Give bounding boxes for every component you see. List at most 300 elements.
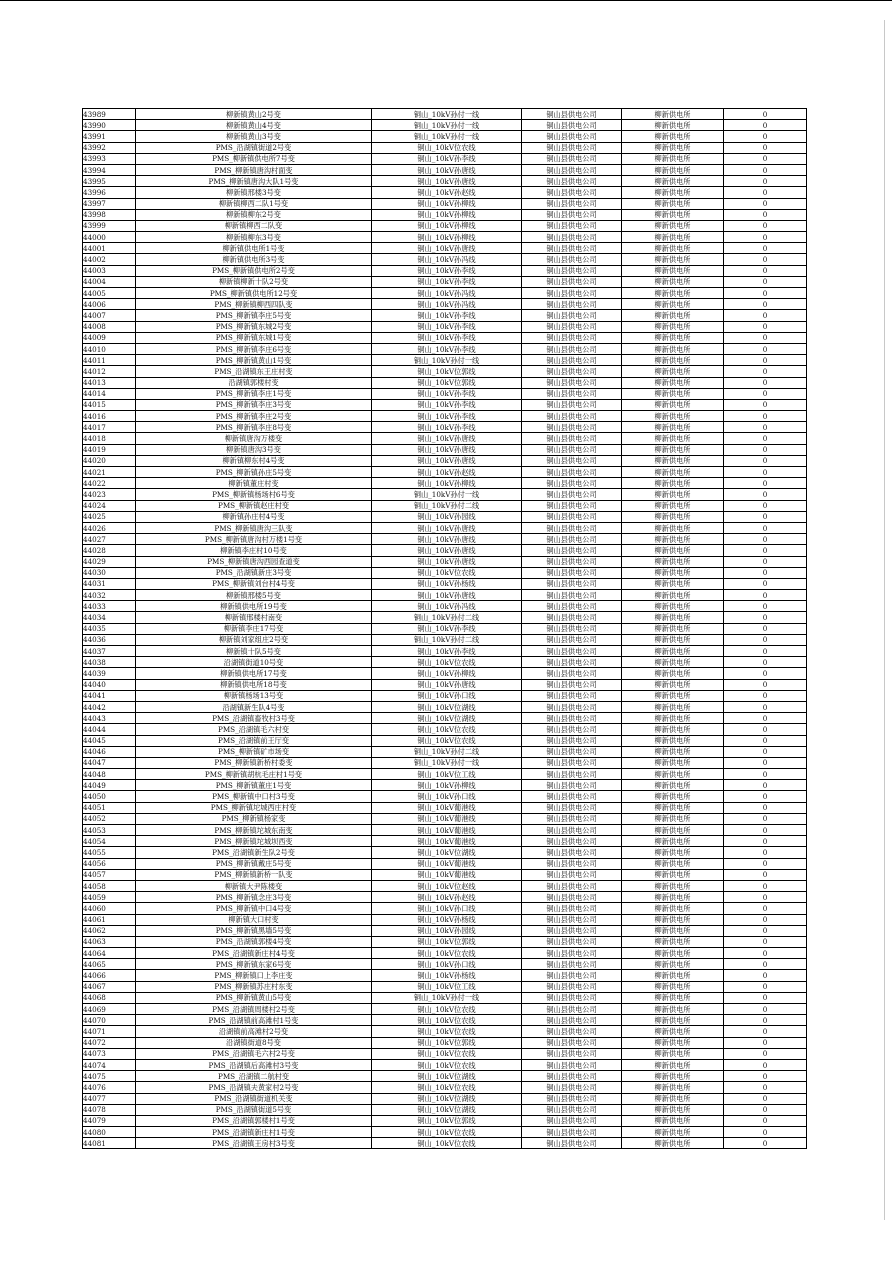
row-id-cell: 44003 [83, 265, 136, 276]
value-cell: 0 [724, 880, 807, 891]
company-cell: 铜山县供电公司 [522, 623, 622, 634]
station-cell: 柳新供电所 [622, 668, 724, 679]
row-id-cell: 43989 [83, 109, 136, 120]
value-cell: 0 [724, 467, 807, 478]
value-cell: 0 [724, 1082, 807, 1093]
row-id-cell: 44074 [83, 1059, 136, 1070]
value-cell: 0 [724, 1048, 807, 1059]
table-row [83, 310, 807, 321]
value-cell: 0 [724, 187, 807, 198]
row-id-cell: 44017 [83, 422, 136, 433]
row-id-cell: 43990 [83, 120, 136, 131]
station-cell: 柳新供电所 [622, 556, 724, 567]
feeder-line-cell: 铜山_10kV孙柳线 [372, 478, 522, 489]
table-row [83, 948, 807, 959]
top-rule [0, 0, 892, 1]
company-cell: 铜山县供电公司 [522, 657, 622, 668]
company-cell: 铜山县供电公司 [522, 780, 622, 791]
feeder-line-cell: 铜山_10kV孙口线 [372, 690, 522, 701]
transformer-name-cell: PMS_沿湖镇东王庄村变 [136, 366, 372, 377]
company-cell: 铜山县供电公司 [522, 1071, 622, 1082]
station-cell: 柳新供电所 [622, 1082, 724, 1093]
feeder-line-cell: 铜山_10kV位农线 [372, 1127, 522, 1138]
value-cell: 0 [724, 925, 807, 936]
feeder-line-cell: 铜山_10kV位农线 [372, 724, 522, 735]
station-cell: 柳新供电所 [622, 601, 724, 612]
company-cell: 铜山县供电公司 [522, 1015, 622, 1026]
company-cell: 铜山县供电公司 [522, 1127, 622, 1138]
feeder-line-cell: 铜山_10kV孙柳线 [372, 668, 522, 679]
table-row [83, 366, 807, 377]
table-row [83, 590, 807, 601]
company-cell: 铜山县供电公司 [522, 769, 622, 780]
company-cell: 铜山县供电公司 [522, 746, 622, 757]
row-id-cell: 44064 [83, 948, 136, 959]
transformer-name-cell: 沿湖镇街道10号变 [136, 657, 372, 668]
station-cell: 柳新供电所 [622, 343, 724, 354]
feeder-line-cell: 铜山_10kV位郭线 [372, 936, 522, 947]
station-cell: 柳新供电所 [622, 1093, 724, 1104]
transformer-name-cell: PMS_柳新镇李庄3号变 [136, 399, 372, 410]
value-cell: 0 [724, 813, 807, 824]
row-id-cell: 44061 [83, 914, 136, 925]
value-cell: 0 [724, 735, 807, 746]
station-cell: 柳新供电所 [622, 869, 724, 880]
table-row [83, 936, 807, 947]
row-id-cell: 43995 [83, 176, 136, 187]
value-cell: 0 [724, 276, 807, 287]
value-cell: 0 [724, 321, 807, 332]
station-cell: 柳新供电所 [622, 534, 724, 545]
transformer-name-cell: PMS_沿湖镇郭楼4号变 [136, 936, 372, 947]
row-id-cell: 44069 [83, 1004, 136, 1015]
transformer-name-cell: 柳新镇李庄村10号变 [136, 545, 372, 556]
table-row [83, 243, 807, 254]
row-id-cell: 44042 [83, 701, 136, 712]
company-cell: 铜山县供电公司 [522, 377, 622, 388]
transformer-name-cell: PMS_沿湖镇街道2号变 [136, 142, 372, 153]
feeder-line-cell: 铜山_10kV孙李线 [372, 646, 522, 657]
company-cell: 铜山县供电公司 [522, 366, 622, 377]
transformer-name-cell: PMS_沿湖镇毛六村变 [136, 724, 372, 735]
row-id-cell: 44018 [83, 433, 136, 444]
station-cell: 柳新供电所 [622, 176, 724, 187]
value-cell: 0 [724, 377, 807, 388]
station-cell: 柳新供电所 [622, 903, 724, 914]
feeder-line-cell: 铜山_10kV位农线 [372, 1015, 522, 1026]
table-row [83, 276, 807, 287]
transformer-name-cell: PMS_柳新镇苏庄村东变 [136, 981, 372, 992]
transformer-name-cell: PMS_柳新镇坨城东南变 [136, 825, 372, 836]
station-cell: 柳新供电所 [622, 757, 724, 768]
table-row [83, 825, 807, 836]
row-id-cell: 44057 [83, 869, 136, 880]
company-cell: 铜山县供电公司 [522, 612, 622, 623]
transformer-name-cell: PMS_沿湖镇后高滩村3号变 [136, 1059, 372, 1070]
transformer-name-cell: PMS_柳新镇中口4号变 [136, 903, 372, 914]
row-id-cell: 44068 [83, 992, 136, 1003]
feeder-line-cell: 铜山_10kV孙付一线 [372, 489, 522, 500]
table-row [83, 1093, 807, 1104]
transformer-name-cell: PMS_柳新镇东家6号变 [136, 959, 372, 970]
row-id-cell: 44081 [83, 1138, 136, 1149]
transformer-table [82, 108, 807, 1149]
transformer-name-cell: PMS_沿湖镇街道机关变 [136, 1093, 372, 1104]
row-id-cell: 44008 [83, 321, 136, 332]
feeder-line-cell: 铜山_10kV位湖线 [372, 1071, 522, 1082]
transformer-name-cell: PMS_柳新镇口上李庄变 [136, 970, 372, 981]
station-cell: 柳新供电所 [622, 746, 724, 757]
company-cell: 铜山县供电公司 [522, 142, 622, 153]
transformer-name-cell: 柳新镇邢楼5号变 [136, 590, 372, 601]
transformer-name-cell: PMS_沿湖镇新生队2号变 [136, 847, 372, 858]
transformer-name-cell: PMS_柳新镇李庄1号变 [136, 388, 372, 399]
station-cell: 柳新供电所 [622, 892, 724, 903]
feeder-line-cell: 铜山_10kV孙付一线 [372, 131, 522, 142]
station-cell: 柳新供电所 [622, 646, 724, 657]
value-cell: 0 [724, 959, 807, 970]
station-cell: 柳新供电所 [622, 970, 724, 981]
company-cell: 铜山县供电公司 [522, 690, 622, 701]
value-cell: 0 [724, 634, 807, 645]
transformer-name-cell: PMS_柳新镇中口村3号变 [136, 791, 372, 802]
company-cell: 铜山县供电公司 [522, 220, 622, 231]
company-cell: 铜山县供电公司 [522, 556, 622, 567]
feeder-line-cell: 铜山_10kV位农线 [372, 948, 522, 959]
table-row [83, 511, 807, 522]
company-cell: 铜山县供电公司 [522, 791, 622, 802]
transformer-name-cell: PMS_沿湖镇毛六村2号变 [136, 1048, 372, 1059]
transformer-name-cell: PMS_柳新镇李庄8号变 [136, 422, 372, 433]
row-id-cell: 44022 [83, 478, 136, 489]
table-row [83, 1104, 807, 1115]
company-cell: 铜山县供电公司 [522, 243, 622, 254]
station-cell: 柳新供电所 [622, 623, 724, 634]
value-cell: 0 [724, 567, 807, 578]
value-cell: 0 [724, 310, 807, 321]
station-cell: 柳新供电所 [622, 959, 724, 970]
company-cell: 铜山县供电公司 [522, 1093, 622, 1104]
transformer-name-cell: 柳新镇杨场13号变 [136, 690, 372, 701]
value-cell: 0 [724, 903, 807, 914]
station-cell: 柳新供电所 [622, 209, 724, 220]
feeder-line-cell: 铜山_10kV位农线 [372, 1082, 522, 1093]
transformer-name-cell: PMS_沿湖镇夫黄家村2号变 [136, 1082, 372, 1093]
company-cell: 铜山县供电公司 [522, 936, 622, 947]
feeder-line-cell: 铜山_10kV孙唐线 [372, 679, 522, 690]
company-cell: 铜山县供电公司 [522, 1026, 622, 1037]
table-row [83, 880, 807, 891]
station-cell: 柳新供电所 [622, 254, 724, 265]
transformer-name-cell: 柳新镇唐沟万楼变 [136, 433, 372, 444]
station-cell: 柳新供电所 [622, 769, 724, 780]
row-id-cell: 44080 [83, 1127, 136, 1138]
table-row [83, 634, 807, 645]
feeder-line-cell: 铜山_10kV孙杨线 [372, 970, 522, 981]
value-cell: 0 [724, 1138, 807, 1149]
company-cell: 铜山县供电公司 [522, 164, 622, 175]
transformer-name-cell: PMS_柳新镇黄山1号变 [136, 355, 372, 366]
row-id-cell: 44013 [83, 377, 136, 388]
feeder-line-cell: 铜山_10kV孙唐线 [372, 590, 522, 601]
value-cell: 0 [724, 657, 807, 668]
row-id-cell: 44072 [83, 1037, 136, 1048]
value-cell: 0 [724, 265, 807, 276]
transformer-name-cell: PMS_沿湖镇前高滩村1号变 [136, 1015, 372, 1026]
table-row [83, 1115, 807, 1126]
row-id-cell: 44046 [83, 746, 136, 757]
table-row [83, 847, 807, 858]
company-cell: 铜山县供电公司 [522, 478, 622, 489]
company-cell: 铜山县供电公司 [522, 388, 622, 399]
value-cell: 0 [724, 399, 807, 410]
table-row [83, 1004, 807, 1015]
value-cell: 0 [724, 500, 807, 511]
feeder-line-cell: 铜山_10kV孙付一线 [372, 120, 522, 131]
value-cell: 0 [724, 1071, 807, 1082]
feeder-line-cell: 铜山_10kV孙柳线 [372, 209, 522, 220]
feeder-line-cell: 铜山_10kV位郭线 [372, 377, 522, 388]
value-cell: 0 [724, 757, 807, 768]
table-row [83, 578, 807, 589]
table-row [83, 657, 807, 668]
feeder-line-cell: 铜山_10kV孙李线 [372, 153, 522, 164]
transformer-name-cell: PMS_沿湖镇畜牧村3号变 [136, 713, 372, 724]
feeder-line-cell: 铜山_10kV孙冯线 [372, 288, 522, 299]
row-id-cell: 44058 [83, 880, 136, 891]
table-row [83, 321, 807, 332]
table-row [83, 254, 807, 265]
value-cell: 0 [724, 1004, 807, 1015]
table-row [83, 209, 807, 220]
company-cell: 铜山县供电公司 [522, 914, 622, 925]
row-id-cell: 43996 [83, 187, 136, 198]
company-cell: 铜山县供电公司 [522, 187, 622, 198]
station-cell: 柳新供电所 [622, 1037, 724, 1048]
feeder-line-cell: 铜山_10kV位农线 [372, 735, 522, 746]
station-cell: 柳新供电所 [622, 366, 724, 377]
feeder-line-cell: 铜山_10kV孙园线 [372, 511, 522, 522]
table-row [83, 422, 807, 433]
transformer-name-cell: 柳新镇唐沟3号变 [136, 444, 372, 455]
row-id-cell: 44063 [83, 936, 136, 947]
row-id-cell: 44078 [83, 1104, 136, 1115]
station-cell: 柳新供电所 [622, 634, 724, 645]
table-row [83, 746, 807, 757]
feeder-line-cell: 铜山_10kV位农线 [372, 567, 522, 578]
company-cell: 铜山县供电公司 [522, 422, 622, 433]
row-id-cell: 44054 [83, 836, 136, 847]
transformer-name-cell: PMS_柳新镇供电所7号变 [136, 153, 372, 164]
value-cell: 0 [724, 545, 807, 556]
feeder-line-cell: 铜山_10kV孙付一线 [372, 757, 522, 768]
table-row [83, 813, 807, 824]
value-cell: 0 [724, 209, 807, 220]
station-cell: 柳新供电所 [622, 612, 724, 623]
station-cell: 柳新供电所 [622, 735, 724, 746]
table-row [83, 769, 807, 780]
company-cell: 铜山县供电公司 [522, 948, 622, 959]
feeder-line-cell: 铜山_10kV孙李线 [372, 623, 522, 634]
station-cell: 柳新供电所 [622, 1115, 724, 1126]
company-cell: 铜山县供电公司 [522, 321, 622, 332]
company-cell: 铜山县供电公司 [522, 713, 622, 724]
transformer-name-cell: PMS_柳新镇戴庄5号变 [136, 858, 372, 869]
station-cell: 柳新供电所 [622, 500, 724, 511]
station-cell: 柳新供电所 [622, 1138, 724, 1149]
company-cell: 铜山县供电公司 [522, 276, 622, 287]
row-id-cell: 44079 [83, 1115, 136, 1126]
value-cell: 0 [724, 1037, 807, 1048]
feeder-line-cell: 铜山_10kV位农线 [372, 1004, 522, 1015]
value-cell: 0 [724, 948, 807, 959]
station-cell: 柳新供电所 [622, 936, 724, 947]
station-cell: 柳新供电所 [622, 164, 724, 175]
table-row [83, 556, 807, 567]
value-cell: 0 [724, 489, 807, 500]
transformer-name-cell: 沿湖镇前高滩村2号变 [136, 1026, 372, 1037]
station-cell: 柳新供电所 [622, 422, 724, 433]
row-id-cell: 44019 [83, 444, 136, 455]
transformer-name-cell: PMS_柳新镇东城2号变 [136, 321, 372, 332]
table-row [83, 377, 807, 388]
company-cell: 铜山县供电公司 [522, 489, 622, 500]
table-row [83, 836, 807, 847]
company-cell: 铜山县供电公司 [522, 522, 622, 533]
company-cell: 铜山县供电公司 [522, 567, 622, 578]
company-cell: 铜山县供电公司 [522, 198, 622, 209]
transformer-name-cell: PMS_沿湖镇郭楼村1号变 [136, 1115, 372, 1126]
company-cell: 铜山县供电公司 [522, 444, 622, 455]
value-cell: 0 [724, 590, 807, 601]
company-cell: 铜山县供电公司 [522, 981, 622, 992]
transformer-name-cell: 柳新镇黄山2号变 [136, 109, 372, 120]
row-id-cell: 44005 [83, 288, 136, 299]
transformer-name-cell: PMS_柳新镇新桥村委变 [136, 757, 372, 768]
station-cell: 柳新供电所 [622, 724, 724, 735]
transformer-name-cell: 柳新镇供电所18号变 [136, 679, 372, 690]
station-cell: 柳新供电所 [622, 992, 724, 1003]
company-cell: 铜山县供电公司 [522, 825, 622, 836]
station-cell: 柳新供电所 [622, 701, 724, 712]
row-id-cell: 44009 [83, 332, 136, 343]
transformer-name-cell: 柳新镇柳东2号变 [136, 209, 372, 220]
row-id-cell: 44032 [83, 590, 136, 601]
transformer-name-cell: PMS_沿湖镇前王厅变 [136, 735, 372, 746]
row-id-cell: 44016 [83, 411, 136, 422]
value-cell: 0 [724, 478, 807, 489]
station-cell: 柳新供电所 [622, 925, 724, 936]
feeder-line-cell: 铜山_10kV孙口线 [372, 791, 522, 802]
station-cell: 柳新供电所 [622, 1048, 724, 1059]
feeder-line-cell: 铜山_10kV葡港线 [372, 869, 522, 880]
row-id-cell: 44012 [83, 366, 136, 377]
table-row [83, 780, 807, 791]
transformer-name-cell: PMS_沿湖镇王房村3号变 [136, 1138, 372, 1149]
transformer-name-cell: PMS_柳新镇唐沟村面变 [136, 164, 372, 175]
value-cell: 0 [724, 970, 807, 981]
value-cell: 0 [724, 411, 807, 422]
feeder-line-cell: 铜山_10kV孙付二线 [372, 612, 522, 623]
company-cell: 铜山县供电公司 [522, 299, 622, 310]
row-id-cell: 44025 [83, 511, 136, 522]
transformer-name-cell: 柳新镇李庄17号变 [136, 623, 372, 634]
table-row [83, 567, 807, 578]
row-id-cell: 44011 [83, 355, 136, 366]
table-row [83, 288, 807, 299]
value-cell: 0 [724, 232, 807, 243]
company-cell: 铜山县供电公司 [522, 176, 622, 187]
value-cell: 0 [724, 892, 807, 903]
station-cell: 柳新供电所 [622, 847, 724, 858]
row-id-cell: 44027 [83, 534, 136, 545]
table-row [83, 623, 807, 634]
table-row [83, 332, 807, 343]
company-cell: 铜山县供电公司 [522, 265, 622, 276]
station-cell: 柳新供电所 [622, 467, 724, 478]
value-cell: 0 [724, 433, 807, 444]
table-row [83, 1037, 807, 1048]
company-cell: 铜山县供电公司 [522, 892, 622, 903]
company-cell: 铜山县供电公司 [522, 534, 622, 545]
value-cell: 0 [724, 836, 807, 847]
table-row [83, 388, 807, 399]
value-cell: 0 [724, 578, 807, 589]
table-row [83, 601, 807, 612]
company-cell: 铜山县供电公司 [522, 668, 622, 679]
table-row [83, 869, 807, 880]
feeder-line-cell: 铜山_10kV位农线 [372, 1026, 522, 1037]
company-cell: 铜山县供电公司 [522, 332, 622, 343]
table-row [83, 757, 807, 768]
transformer-name-cell: PMS_柳新镇董庄1号变 [136, 780, 372, 791]
transformer-name-cell: 柳新镇柳东3号变 [136, 232, 372, 243]
table-row [83, 981, 807, 992]
value-cell: 0 [724, 388, 807, 399]
row-id-cell: 44021 [83, 467, 136, 478]
table-row [83, 992, 807, 1003]
table-row [83, 690, 807, 701]
station-cell: 柳新供电所 [622, 813, 724, 824]
company-cell: 铜山县供电公司 [522, 925, 622, 936]
table-row [83, 522, 807, 533]
company-cell: 铜山县供电公司 [522, 511, 622, 522]
station-cell: 柳新供电所 [622, 232, 724, 243]
value-cell: 0 [724, 701, 807, 712]
table-row [83, 970, 807, 981]
feeder-line-cell: 铜山_10kV孙口线 [372, 959, 522, 970]
transformer-name-cell: 柳新镇柳东村4号变 [136, 455, 372, 466]
company-cell: 铜山县供电公司 [522, 153, 622, 164]
feeder-line-cell: 铜山_10kV孙杨线 [372, 578, 522, 589]
transformer-name-cell: PMS_柳新镇赵庄村变 [136, 500, 372, 511]
feeder-line-cell: 铜山_10kV孙李线 [372, 388, 522, 399]
company-cell: 铜山县供电公司 [522, 813, 622, 824]
row-id-cell: 44044 [83, 724, 136, 735]
value-cell: 0 [724, 791, 807, 802]
station-cell: 柳新供电所 [622, 131, 724, 142]
row-id-cell: 44073 [83, 1048, 136, 1059]
station-cell: 柳新供电所 [622, 478, 724, 489]
company-cell: 铜山县供电公司 [522, 1004, 622, 1015]
row-id-cell: 44052 [83, 813, 136, 824]
feeder-line-cell: 铜山_10kV位农线 [372, 1138, 522, 1149]
station-cell: 柳新供电所 [622, 1071, 724, 1082]
feeder-line-cell: 铜山_10kV孙柳线 [372, 220, 522, 231]
table-row [83, 120, 807, 131]
station-cell: 柳新供电所 [622, 355, 724, 366]
company-cell: 铜山县供电公司 [522, 232, 622, 243]
